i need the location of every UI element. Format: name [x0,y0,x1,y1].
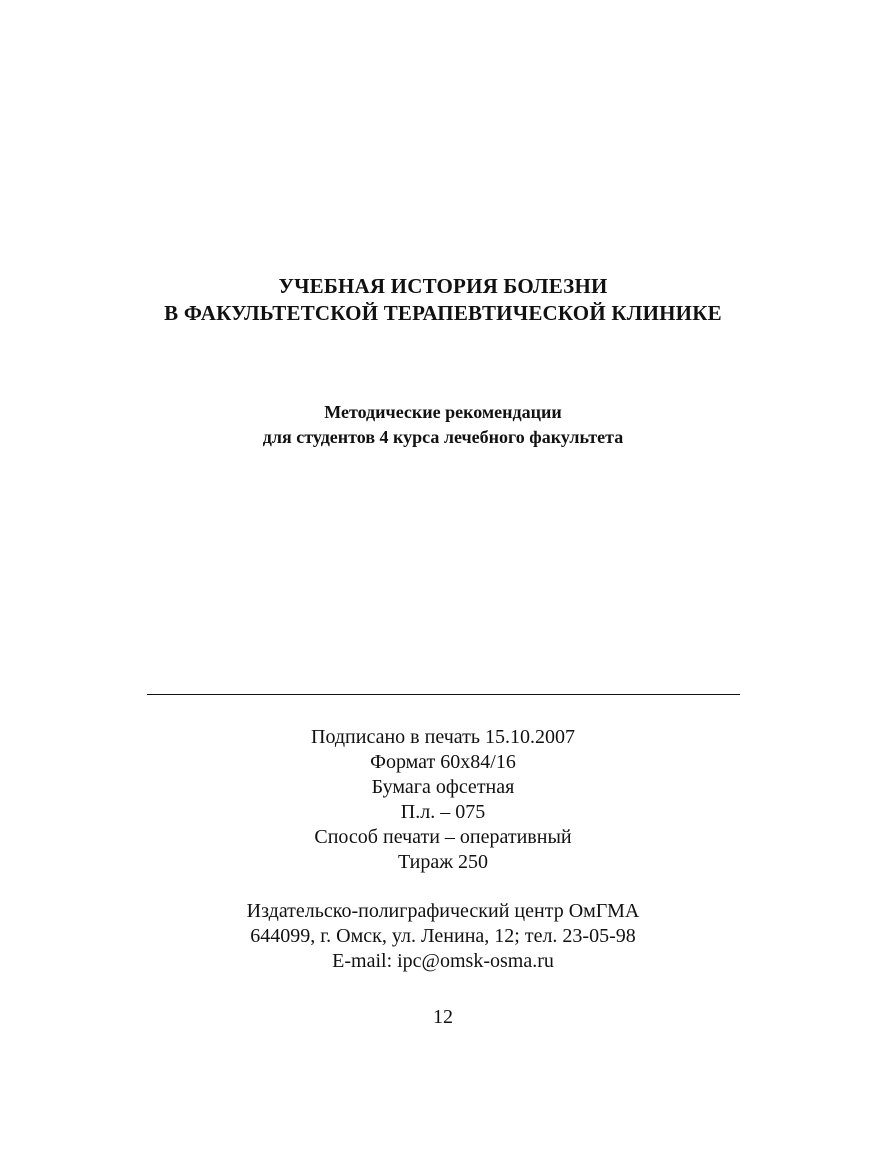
subtitle-line-2: для студентов 4 курса лечебного факультета [262,427,624,447]
publisher-email: E-mail: ipc@omsk-osma.ru [332,950,554,972]
document-subtitle [0,400,886,450]
title-line-2: В ФАКУЛЬТЕТСКОЙ ТЕРАПЕВТИЧЕСКОЙ КЛИНИКЕ [164,301,722,325]
imprint-format: Формат 60х84/16 [370,751,516,773]
imprint-circulation: Тираж 250 [397,851,489,873]
publisher-name: Издательско-полиграфический центр ОмГМА [246,900,640,922]
horizontal-divider [147,694,740,695]
title-line-1: УЧЕБНАЯ ИСТОРИЯ БОЛЕЗНИ [278,274,608,298]
publisher-address: 644099, г. Омск, ул. Ленина, 12; тел. 23-05-98 [250,925,636,947]
page-number: 12 [433,1006,453,1028]
imprint-signed: Подписано в печать 15.10.2007 [311,726,575,748]
imprint-sheets: П.л. – 075 [400,801,486,823]
publisher-details [0,899,886,974]
subtitle-line-1: Методические рекомендации [324,402,562,422]
imprint-print-method: Способ печати – оперативный [314,826,572,848]
imprint-details [0,725,886,875]
document-title [0,273,886,327]
imprint-paper: Бумага офсетная [371,776,515,798]
